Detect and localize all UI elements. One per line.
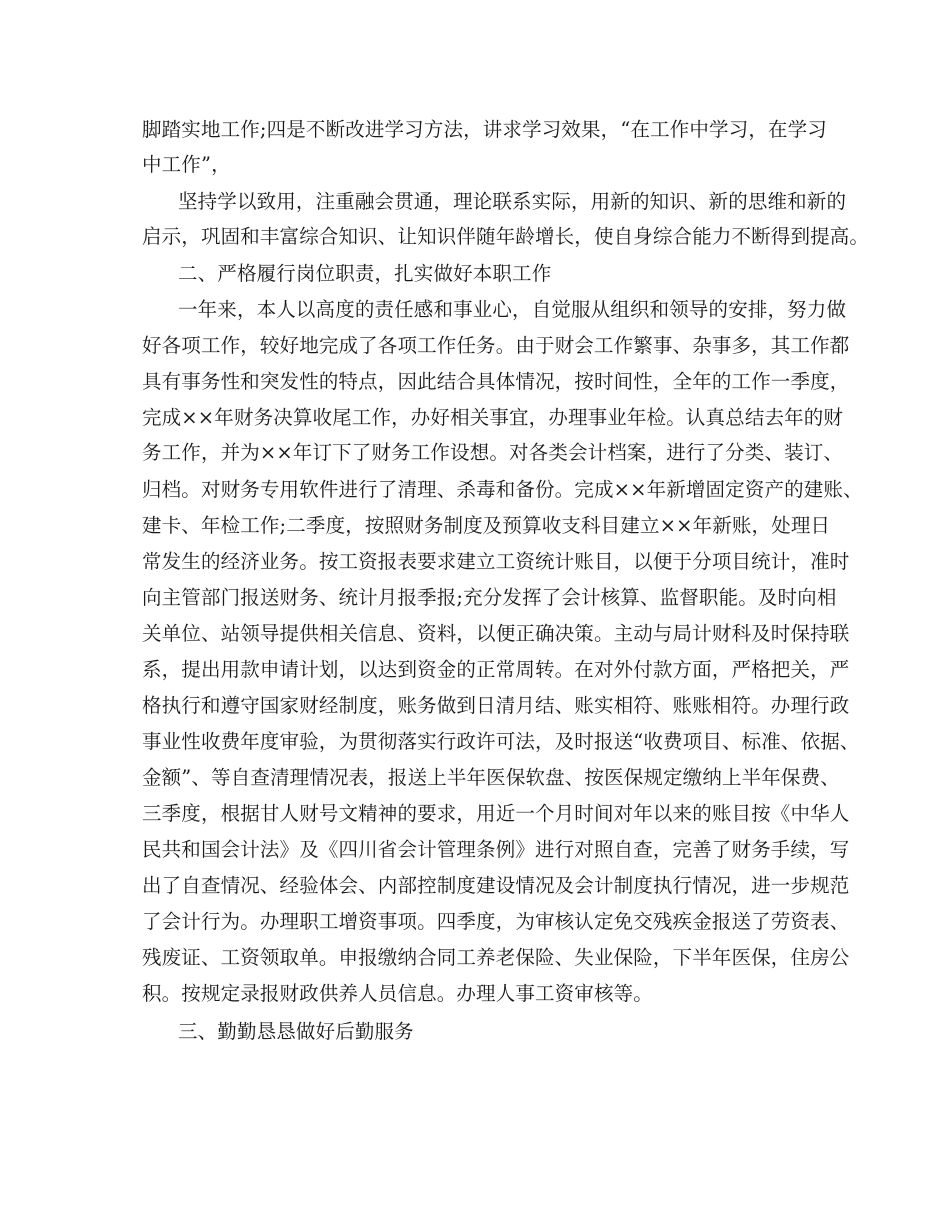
- section-heading: 三、勤勤恳恳做好后勤服务: [178, 1020, 414, 1043]
- body-text-line: 完成××年财务决算收尾工作，办好相关事宜，办理事业年检。认真总结去年的财: [142, 406, 844, 429]
- body-text-line: 出了自查情况、经验体会、内部控制度建设情况及会计制度执行情况，进一步规范: [142, 874, 850, 897]
- body-text-line: 系，提出用款申请计划，以达到资金的正常周转。在对外付款方面，严格把关，严: [142, 658, 850, 681]
- body-text-line: 民共和国会计法》及《四川省会计管理条例》进行对照自查，完善了财务手续，写: [142, 838, 850, 861]
- body-text-line: 向主管部门报送财务、统计月报季报;充分发挥了会计核算、监督职能。及时向相: [142, 586, 837, 609]
- body-text-line: 务工作，并为××年订下了财务工作设想。对各类会计档案，进行了分类、装订、: [142, 441, 844, 464]
- body-text-line: 积。按规定录报财政供养人员信息。办理人事工资审核等。: [142, 982, 653, 1005]
- body-text-line: 事业性收费年度审验，为贯彻落实行政许可法，及时报送“收费项目、标准、依据、: [142, 730, 860, 753]
- body-text-line: 残废证、工资领取单。申报缴纳合同工养老保险、失业保险，下半年医保，住房公: [142, 946, 850, 969]
- body-text-line: 三季度，根据甘人财号文精神的要求，用近一个月时间对年以来的账目按《中华人: [142, 802, 850, 825]
- body-text-line: 脚踏实地工作;四是不断改进学习方法，讲求学习效果，“在工作中学习，在学习: [142, 118, 827, 141]
- body-text-line: 建卡、年检工作;二季度，按照财务制度及预算收支科目建立××年新账，处理日: [142, 514, 831, 537]
- body-text-line: 归档。对财务专用软件进行了清理、杀毒和备份。完成××年新增固定资产的建账、: [142, 478, 863, 501]
- body-text-line: 格执行和遵守国家财经制度，账务做到日清月结、账实相符、账账相符。办理行政: [142, 694, 850, 717]
- paragraph-first-line: 坚持学以致用，注重融会贯通，理论联系实际，用新的知识、新的思维和新的: [178, 190, 847, 213]
- body-text-line: 了会计行为。办理职工增资事项。四季度，为审核认定免交残疾金报送了劳资表、: [142, 910, 850, 933]
- body-text-line: 具有事务性和突发性的特点，因此结合具体情况，按时间性，全年的工作一季度，: [142, 370, 850, 393]
- paragraph-first-line: 一年来，本人以高度的责任感和事业心，自觉服从组织和领导的安排，努力做: [178, 298, 847, 321]
- body-text-line: 金额”、等自查清理情况表，报送上半年医保软盘、按医保规定缴纳上半年保费、: [142, 766, 840, 789]
- body-text-line: 关单位、站领导提供相关信息、资料，以便正确决策。主动与局计财科及时保持联: [142, 622, 850, 645]
- body-text-line: 好各项工作，较好地完成了各项工作任务。由于财会工作繁事、杂事多，其工作都: [142, 334, 850, 357]
- body-text-line: 中工作”，: [142, 153, 231, 176]
- body-text-line: 启示，巩固和丰富综合知识、让知识伴随年龄增长，使自身综合能力不断得到提高。: [142, 225, 870, 248]
- body-text-line: 常发生的经济业务。按工资报表要求建立工资统计账目，以便于分项目统计，准时: [142, 550, 850, 573]
- section-heading: 二、严格履行岗位职责，扎实做好本职工作: [178, 262, 552, 285]
